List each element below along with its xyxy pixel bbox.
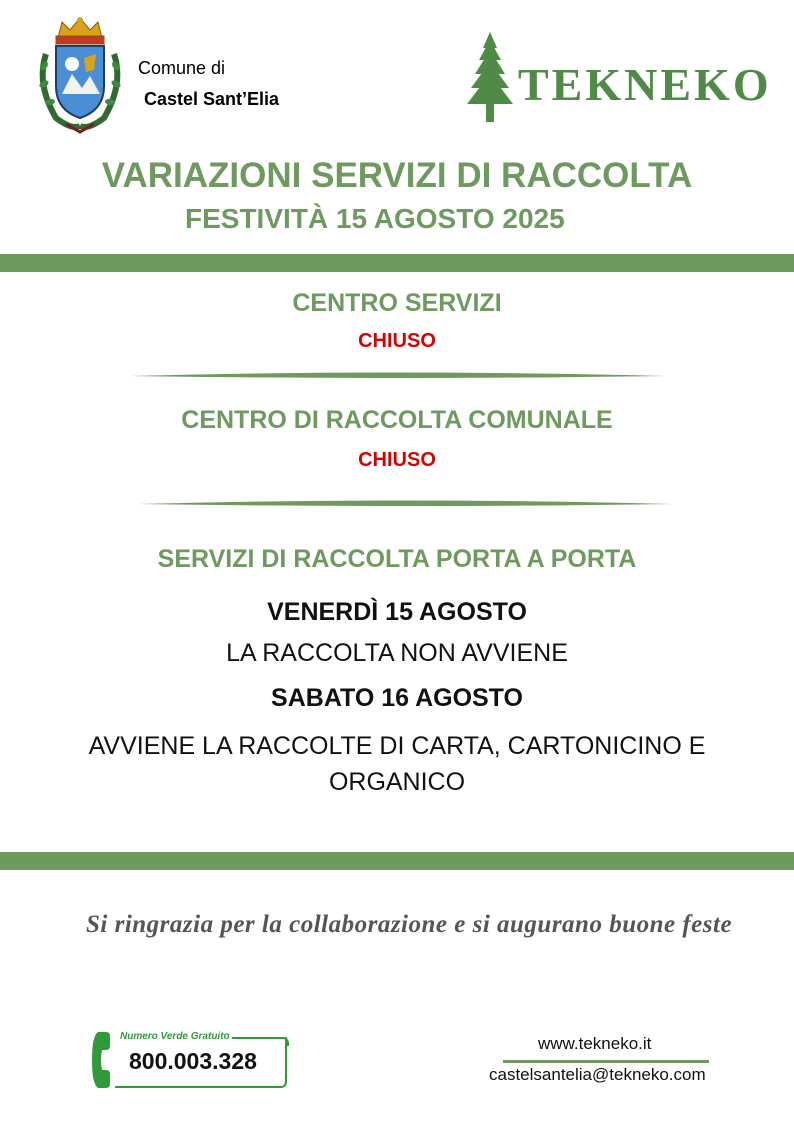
- section-heading-porta-a-porta: SERVIZI DI RACCOLTA PORTA A PORTA: [157, 545, 637, 573]
- page-title: VARIAZIONI SERVIZI DI RACCOLTA: [101, 156, 693, 195]
- toll-free-label: Numero Verde Gratuito: [120, 1031, 230, 1042]
- toll-free-box-top: [232, 1037, 289, 1046]
- email-link[interactable]: castelsantelia@tekneko.com: [489, 1065, 706, 1084]
- day-saturday-note-line2: ORGANICO: [328, 768, 466, 796]
- coat-of-arms-icon: [32, 14, 128, 136]
- day-friday: VENERDÌ 15 AGOSTO: [267, 598, 527, 626]
- toll-free-number: 800.003.328: [129, 1048, 257, 1074]
- brand-logo: TEKNEKO: [518, 59, 772, 110]
- pine-tree-icon: [465, 30, 515, 124]
- comune-prefix: Comune di: [138, 58, 226, 78]
- day-saturday-note-line1: AVVIENE LA RACCOLTE DI CARTA, CARTONICINO E: [88, 732, 706, 760]
- divider-swoosh-1: [130, 372, 665, 380]
- section-heading-centro-raccolta: CENTRO DI RACCOLTA COMUNALE: [181, 406, 613, 434]
- thanks-message: Si ringrazia per la collaborazione e si augurano buone feste: [86, 911, 733, 938]
- day-friday-note: LA RACCOLTA NON AVVIENE: [226, 639, 568, 667]
- page-subtitle: FESTIVITÀ 15 AGOSTO 2025: [185, 203, 565, 234]
- day-saturday: SABATO 16 AGOSTO: [271, 684, 523, 712]
- contact-divider: [503, 1060, 709, 1063]
- comune-name: Castel Sant’Elia: [144, 89, 280, 109]
- divider-band-top: [0, 254, 794, 272]
- status-centro-raccolta: CHIUSO: [358, 449, 436, 471]
- divider-swoosh-2: [138, 500, 673, 508]
- status-centro-servizi: CHIUSO: [358, 330, 436, 352]
- section-heading-centro-servizi: CENTRO SERVIZI: [292, 289, 502, 317]
- divider-band-bottom: [0, 852, 794, 870]
- website-link[interactable]: www.tekneko.it: [538, 1034, 652, 1053]
